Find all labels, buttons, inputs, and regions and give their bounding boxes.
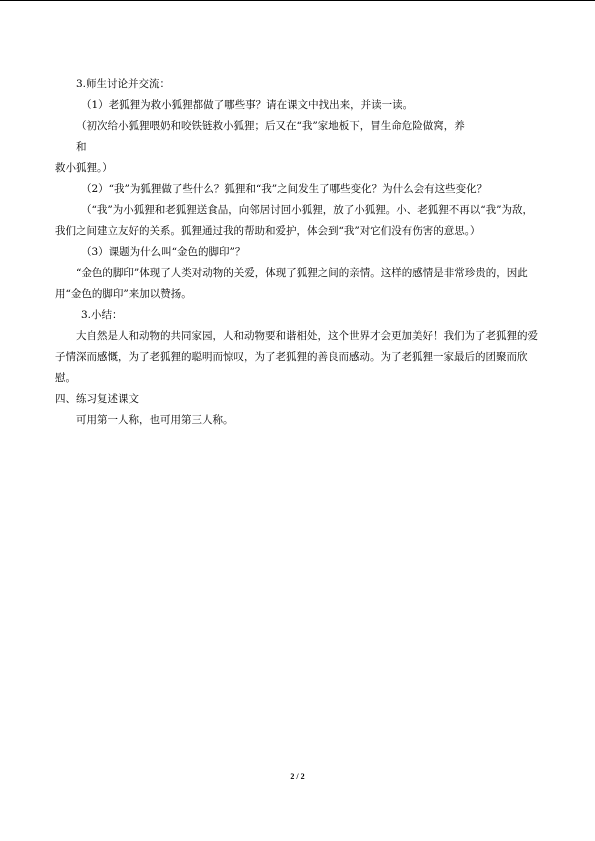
answer-1-line-1: （初次给小狐狸喂奶和咬铁链救小狐狸；后又在“我”家地板下，冒生命危险做窝，养: [76, 120, 465, 132]
retell-instruction: 可用第一人称，也可用第三人称。: [76, 414, 234, 426]
question-2: （2）“我”为狐狸做了些什么？狐狸和“我”之间发生了哪些变化？为什么会有这些变化？: [81, 183, 488, 195]
answer-1-line-2: 和: [76, 141, 87, 153]
question-3: （3）课题为什么叫“金色的脚印”？: [81, 246, 246, 258]
section-heading-retell: 四、练习复述课文: [55, 393, 139, 405]
step-heading-summary: 3.小结：: [81, 309, 123, 321]
summary-paragraph: 大自然是人和动物的共同家园，人和动物要和谐相处，这个世界才会更加美好！我们为了老狐狸的爱子情深而感慨，为了老狐狸的聪明而惊叹，为了老狐狸的善良而感动。为了老狐狸一家最后的团聚而欣慰。: [55, 330, 538, 384]
answer-3: “金色的脚印”体现了人类对动物的关爱，体现了狐狸之间的亲情。这样的感情是非常珍贵的，因此用“金色的脚印”来加以赞扬。: [55, 267, 528, 300]
answer-1-line-3: 救小狐狸。）: [55, 162, 113, 174]
document-body: [55, 74, 541, 431]
header-rule: [0, 0, 595, 1]
question-1: （1）老狐狸为救小狐狸都做了哪些事？请在课文中找出来，并读一读。: [81, 99, 414, 111]
answer-2: （“我”为小狐狸和老狐狸送食品，向邻居讨回小狐狸，放了小狐狸。小、老狐狸不再以“我”为敌，我们之间建立友好的关系。狐狸通过我的帮助和爱护，体会到“我”对它们没有伤害的意思。）: [55, 204, 533, 237]
page-number: 2 / 2: [290, 772, 305, 781]
step-heading-discussion: 3.师生讨论并交流：: [76, 78, 171, 90]
